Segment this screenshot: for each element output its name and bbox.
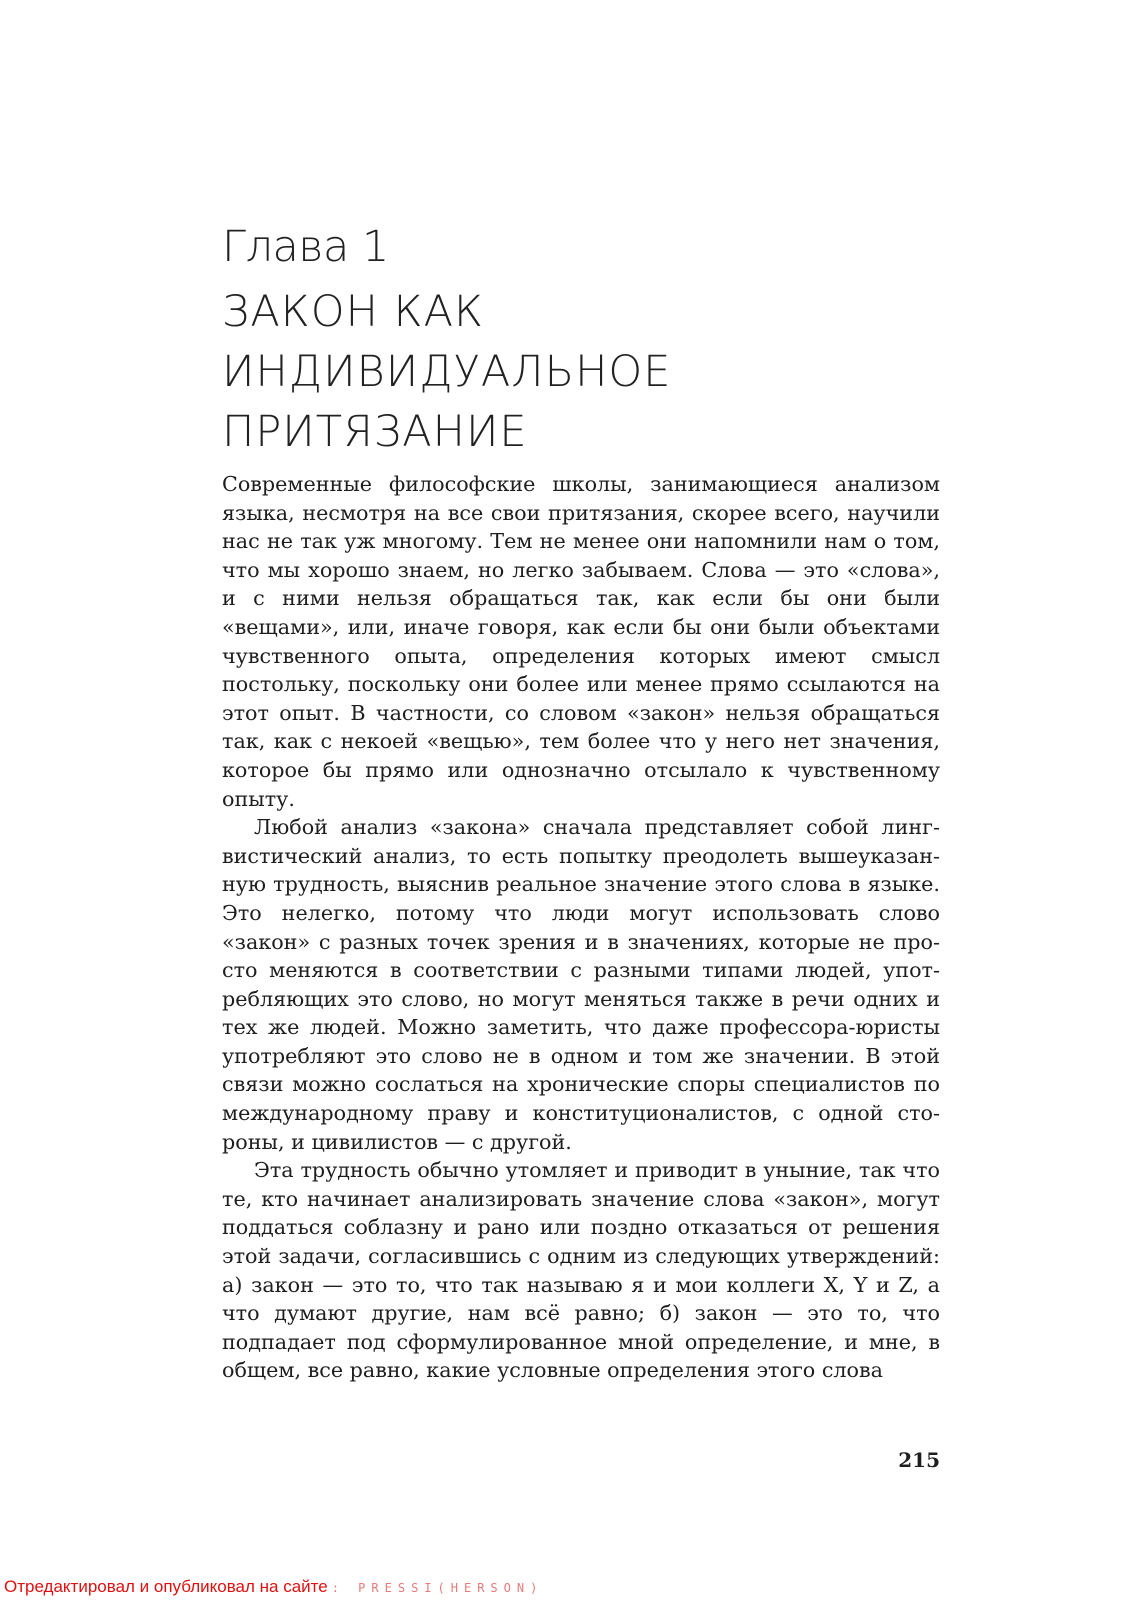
body-text xyxy=(222,470,940,1385)
paragraph: Любой анализ «закона» сначала представляет собой лингвистический анализ, то есть попытку преодолеть вышеуказанную трудность, выяснив реальное значение этого слова в языке. Это нелегко, потому что люди могут использовать слово «закон» с разных точек зрения и в значениях, которые не просто меняются в соответствии с разными типами людей, употребляющих это слово, но могут меняться также в речи одних и тех же людей. Можно заметить, что даже профессора-юристы употребляют это слово не в одном и том же значении. В этой связи можно сослаться на хронические споры специалистов по международному праву и конституционалистов, с одной стороны, и цивилистов — с другой. xyxy=(222,815,940,1154)
chapter-title: ЗАКОН КАК ИНДИВИДУАЛЬНОЕ ПРИТЯЗАНИЕ xyxy=(222,287,672,457)
chapter-label: Глава 1 xyxy=(222,222,389,272)
paragraph: Современные философские школы, занимающиеся анализом языка, несмотря на все свои притязания, скорее всего, научили нас не так уж многому. Тем не менее они напомнили нам о том, что мы хорошо знаем, но легко забываем. Слова — это «слова», и с ними нельзя обращаться так, как если бы они были «вещами», или, иначе говоря, как если бы они были объектами чувственного опыта, определения которых имеют смысл постольку, поскольку они более или менее прямо ссылаются на этот опыт. В частности, со словом «закон» нельзя обращаться так, как с некоей «вещью», тем более что у него нет значения, которое бы прямо или однозначно отсылало к чувственному опыту. xyxy=(222,472,940,811)
paragraph: Эта трудность обычно утомляет и приводит в уныние, так что те, кто начинает анализировать значение слова «закон», могут поддаться соблазну и рано или поздно отказаться от решения этой задачи, согласившись с одним из следующих утверждений: а) закон — это то, что так называю я и мои коллеги X, Y и Z, а что думают другие, нам всё равно; б) закон — это то, что подпадает под сформулированное мной определение, и мне, в общем, все равно, какие условные определения этого слова xyxy=(222,1158,940,1383)
footer-site: : PRESSI(HERSON) xyxy=(331,1581,544,1595)
page-number: 215 xyxy=(898,1448,940,1472)
footer-text: Отредактировал и опубликовал на сайте xyxy=(4,1577,328,1596)
footer-watermark xyxy=(4,1577,543,1597)
